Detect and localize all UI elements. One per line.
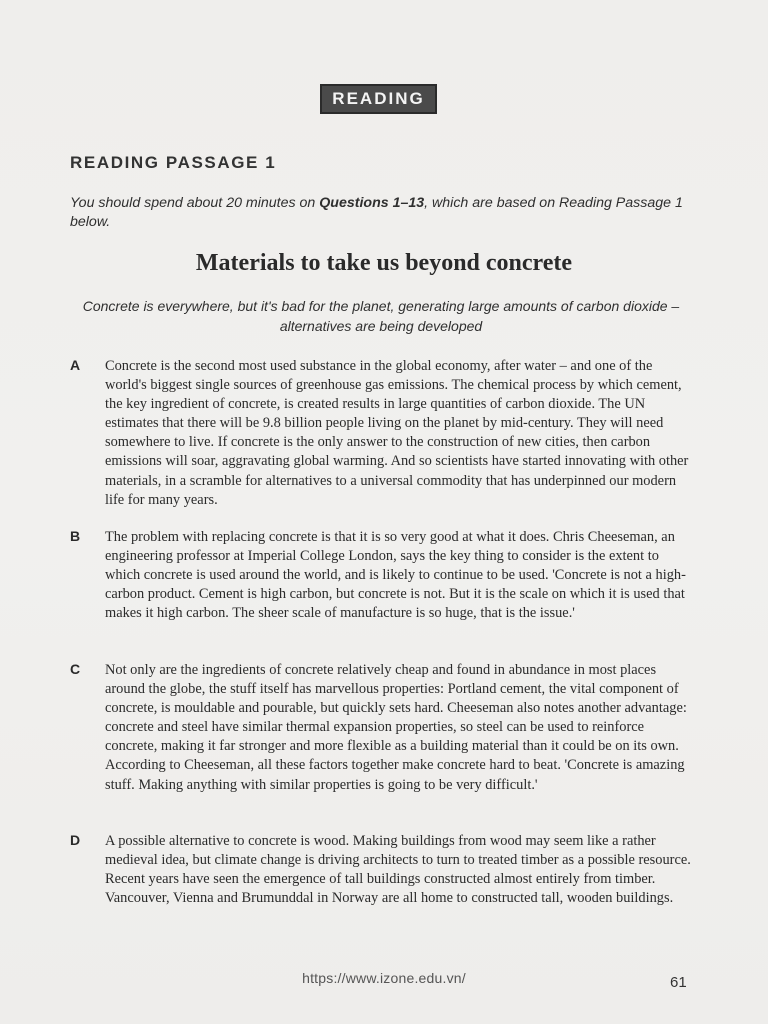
paragraph-letter: C <box>70 661 81 677</box>
passage-heading: READING PASSAGE 1 <box>70 153 277 172</box>
paragraph-text: Not only are the ingredients of concrete relatively cheap and found in abundance in most places around the globe, the stuff itself has marvellous properties: Portland cement, the vital component of concrete, is mouldable and pourable, but quickly sets hard. Cheeseman also notes another advantage: concrete and steel have similar thermal expansion properties, so steel can be used to reinforce concrete, making it far stronger and more flexible as a building material than it could be on its own. According to Cheeseman, all these factors together make concrete hard to beat. 'Concrete is amazing stuff. Making anything with similar properties is going to be very difficult.' <box>105 662 687 793</box>
paragraph-text: A possible alternative to concrete is wood. Making buildings from wood may seem like a rather medieval idea, but climate change is driving architects to turn to treated timber as a possible resource. Recent years have seen the emergence of tall buildings constructed almost entirely from timber. Vancouver, Vienna and Brumunddal in Norway are all home to constructed tall, wooden buildings. <box>105 833 691 907</box>
instructions-lead: You should spend about 20 minutes on <box>70 195 320 211</box>
footer-url: https://www.izone.edu.vn/ <box>302 970 466 986</box>
paragraph-text: Concrete is the second most used substance in the global economy, after water – and one of the world's biggest single sources of greenhouse gas emissions. The chemical process by which cement, the key ingredient of concrete, is created results in large quantities of carbon dioxide. The UN estimates that there will be 9.8 billion people living on the planet by mid-century. They will need somewhere to live. If concrete is the only answer to the construction of new cities, then carbon emissions will soar, aggravating global warming. And so scientists have started innovating with other materials, in a scramble for alternatives to a universal commodity that has underpinned our modern life for many years. <box>105 358 689 508</box>
paragraph-letter: D <box>70 832 81 848</box>
paragraph-text: The problem with replacing concrete is that it is so very good at what it does. Chris Cheeseman, an engineering professor at Imperial College London, says the key thing to consider is the extent to which concrete is used around the world, and is likely to continue to be used. 'Concrete is not a high-carbon product. Cement is high carbon, but concrete is not. But it is the scale on which it is used that makes it high carbon. The sheer scale of manufacture is so huge, that is the issue.' <box>105 529 686 622</box>
instructions-questions: Questions 1–13 <box>319 195 425 211</box>
paragraph-letter: B <box>70 528 81 544</box>
section-badge: READING <box>320 84 437 114</box>
page-number: 61 <box>670 974 687 991</box>
article-subtitle: Concrete is everywhere, but it's bad for the planet, generating large amounts of carbon dioxide – alternatives are being developed <box>82 298 680 334</box>
paragraph-letter: A <box>70 357 81 373</box>
instructions <box>70 194 700 232</box>
article-title: Materials to take us beyond concrete <box>195 250 573 276</box>
instructions-tail: , which are based on Reading Passage 1 below. <box>70 195 683 230</box>
